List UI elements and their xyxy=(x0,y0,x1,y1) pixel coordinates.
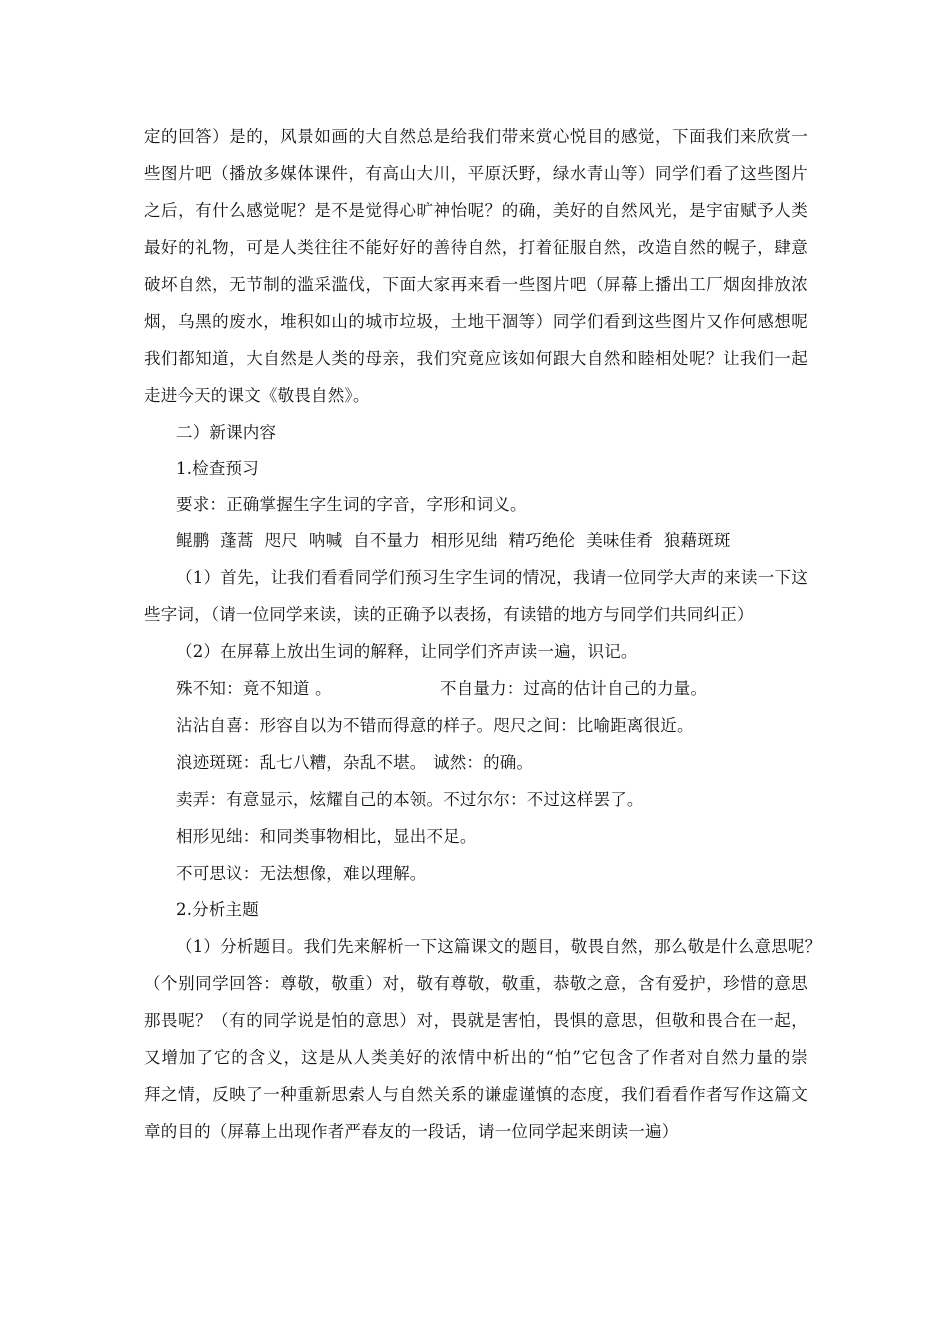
analysis-line-4: 又增加了它的含义，这是从人类美好的浓情中析出的“怕”它包含了作者对自然力量的崇 xyxy=(144,1048,808,1067)
definition-bukesiyi: 不可思议：无法想像，难以理解。 xyxy=(176,864,427,883)
definition-zhanzhanzixi: 沾沾自喜：形容自以为不错而得意的样子。咫尺之间：比喻距离很近。 xyxy=(176,716,694,735)
intro-line-4: 最好的礼物，可是人类往往不能好好的善待自然，打着征服自然，改造自然的幌子，肆意 xyxy=(144,238,808,257)
definition-shubuzhi: 殊不知：竟不知道 。 xyxy=(176,679,332,698)
definition-xiangxingjianchu: 相形见绌：和同类事物相比，显出不足。 xyxy=(176,827,477,846)
analysis-line-3: 那畏呢？（有的同学说是怕的意思）对，畏就是害怕，畏惧的意思，但敬和畏合在一起， xyxy=(144,1011,808,1030)
requirement-text: 要求：正确掌握生字生词的字音，字形和词义。 xyxy=(176,495,527,514)
step2-text: （2）在屏幕上放出生词的解释，让同学们齐声读一遍，识记。 xyxy=(176,642,638,661)
step1-line-1: （1）首先，让我们看看同学们预习生字生词的情况，我请一位同学大声的来读一下这 xyxy=(176,568,808,587)
intro-line-8: 走进今天的课文《敬畏自然》。 xyxy=(144,386,370,405)
intro-line-1: 定的回答）是的，风景如画的大自然总是给我们带来赏心悦目的感觉，下面我们来欣赏一 xyxy=(144,127,808,146)
analysis-line-2: （个别同学回答：尊敬，敬重）对，敬有尊敬，敬重，恭敬之意，含有爱护，珍惜的意思 xyxy=(144,974,808,993)
definition-buziliangli: 不自量力：过高的估计自己的力量。 xyxy=(440,679,708,698)
analysis-line-1: （1）分析题目。我们先来解析一下这篇课文的题目，敬畏自然，那么敬是什么意思呢？ xyxy=(176,937,822,956)
step1-line-2: 些字词，（请一位同学来读，读的正确予以表扬，有读错的地方与同学们共同纠正） xyxy=(144,605,754,624)
vocabulary-list: 鲲鹏 蓬蒿 咫尺 呐喊 自不量力 相形见绌 精巧绝伦 美味佳肴 狼藉斑斑 xyxy=(176,531,731,550)
subheading-analyze-theme: 2.分析主题 xyxy=(176,900,259,919)
section-heading: 二）新课内容 xyxy=(176,423,277,442)
subheading-check-preview: 1.检查预习 xyxy=(176,459,259,478)
intro-line-2: 些图片吧（播放多媒体课件，有高山大川，平原沃野，绿水青山等）同学们看了这些图片 xyxy=(144,164,808,183)
intro-line-3: 之后，有什么感觉呢？是不是觉得心旷神怡呢？的确，美好的自然风光，是宇宙赋予人类 xyxy=(144,201,808,220)
analysis-line-5: 拜之情，反映了一种重新思索人与自然关系的谦虚谨慎的态度，我们看看作者写作这篇文 xyxy=(144,1085,808,1104)
definition-langjibanban: 浪迹斑斑：乱七八糟，杂乱不堪。 xyxy=(176,753,427,772)
intro-line-6: 烟，乌黑的废水，堆积如山的城市垃圾，土地干涸等）同学们看到这些图片又作何感想呢 xyxy=(144,312,808,331)
intro-line-7: 我们都知道，大自然是人类的母亲，我们究竟应该如何跟大自然和睦相处呢？让我们一起 xyxy=(144,349,808,368)
definition-chengran: 诚然：的确。 xyxy=(433,753,534,772)
definition-mainong: 卖弄：有意显示，炫耀自己的本领。不过尔尔：不过这样罢了。 xyxy=(176,790,644,809)
intro-line-5: 破坏自然，无节制的滥采滥伐，下面大家再来看一些图片吧（屏幕上播出工厂烟囱排放浓 xyxy=(144,275,808,294)
analysis-line-6: 章的目的（屏幕上出现作者严春友的一段话，请一位同学起来朗读一遍） xyxy=(144,1122,679,1141)
